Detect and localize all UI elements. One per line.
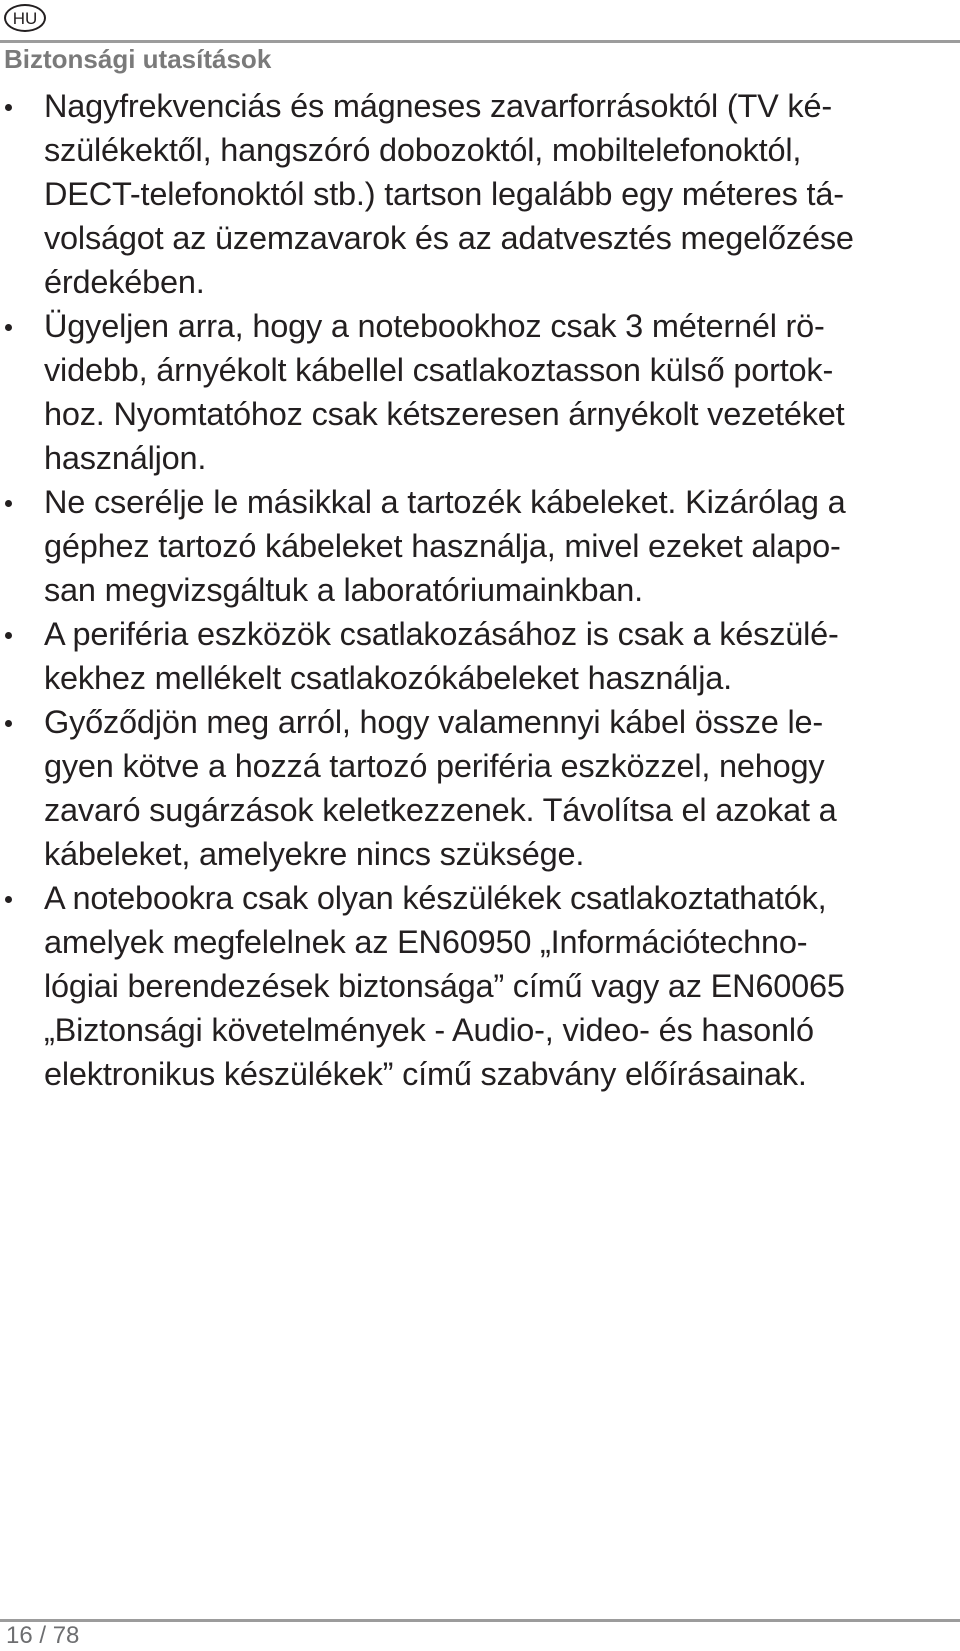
bullet-icon [5, 896, 12, 903]
list-item-text-line: san megvizsgáltuk a laboratóriumainkban. [44, 572, 643, 608]
bullet-icon [5, 500, 12, 507]
list-item-text-line: lógiai berendezések biztonsága” című vagy az EN60065 [44, 968, 845, 1004]
language-badge [4, 4, 46, 32]
list-item-text-line: A periféria eszközök csatlakozásához is csak a készülé- [44, 616, 839, 652]
list-item [0, 612, 960, 700]
list-item [0, 304, 960, 480]
list-item [0, 480, 960, 612]
list-item-text-line: géphez tartozó kábeleket használja, mivel ezeket alapo- [44, 528, 841, 564]
bullet-icon [5, 324, 12, 331]
language-code: HU [12, 8, 38, 28]
list-item-text-line: gyen kötve a hozzá tartozó periféria eszközzel, nehogy [44, 748, 825, 784]
page-number: 16 / 78 [6, 1622, 80, 1649]
list-item [0, 84, 960, 304]
list-item-text-line: amelyek megfelelnek az EN60950 „Információtechno- [44, 924, 808, 960]
bullet-icon [5, 104, 12, 111]
list-item-text-line: Ügyeljen arra, hogy a notebookhoz csak 3 méternél rö- [44, 308, 825, 344]
bullet-icon [5, 720, 12, 727]
list-item-text-line: elektronikus készülékek” című szabvány előírásainak. [44, 1056, 807, 1092]
list-item-text-line: érdekében. [44, 264, 205, 300]
list-item-text-line: Ne cserélje le másikkal a tartozék kábeleket. Kizárólag a [44, 484, 846, 520]
list-item-text-line: A notebookra csak olyan készülékek csatlakoztathatók, [44, 880, 827, 916]
list-item-text-line: használjon. [44, 440, 207, 476]
list-item-text-line: videbb, árnyékolt kábellel csatlakoztasson külső portok- [44, 352, 834, 388]
list-item-text-line: szülékektől, hangszóró dobozoktól, mobiltelefonoktól, [44, 132, 802, 168]
list-item-text-line: kekhez mellékelt csatlakozókábeleket használja. [44, 660, 732, 696]
bullet-icon [5, 632, 12, 639]
footer-divider [0, 1619, 960, 1622]
safety-instructions-list [0, 84, 960, 1096]
list-item-text-line: „Biztonsági követelmények - Audio-, video- és hasonló [44, 1012, 814, 1048]
list-item-text-line: DECT-telefonoktól stb.) tartson legalább egy méteres tá- [44, 176, 844, 212]
list-item-text-line: volságot az üzemzavarok és az adatvesztés megelőzése [44, 220, 854, 256]
list-item [0, 700, 960, 876]
list-item-text-line: Győződjön meg arról, hogy valamennyi kábel össze le- [44, 704, 824, 740]
list-item-text-line: Nagyfrekvenciás és mágneses zavarforrásoktól (TV ké- [44, 88, 832, 124]
list-item-text-line: kábeleket, amelyekre nincs szüksége. [44, 836, 585, 872]
list-item [0, 876, 960, 1096]
section-title: Biztonsági utasítások [4, 44, 272, 74]
list-item-text-line: hoz. Nyomtatóhoz csak kétszeresen árnyékolt vezetéket [44, 396, 845, 432]
list-item-text-line: zavaró sugárzások keletkezzenek. Távolítsa el azokat a [44, 792, 837, 828]
